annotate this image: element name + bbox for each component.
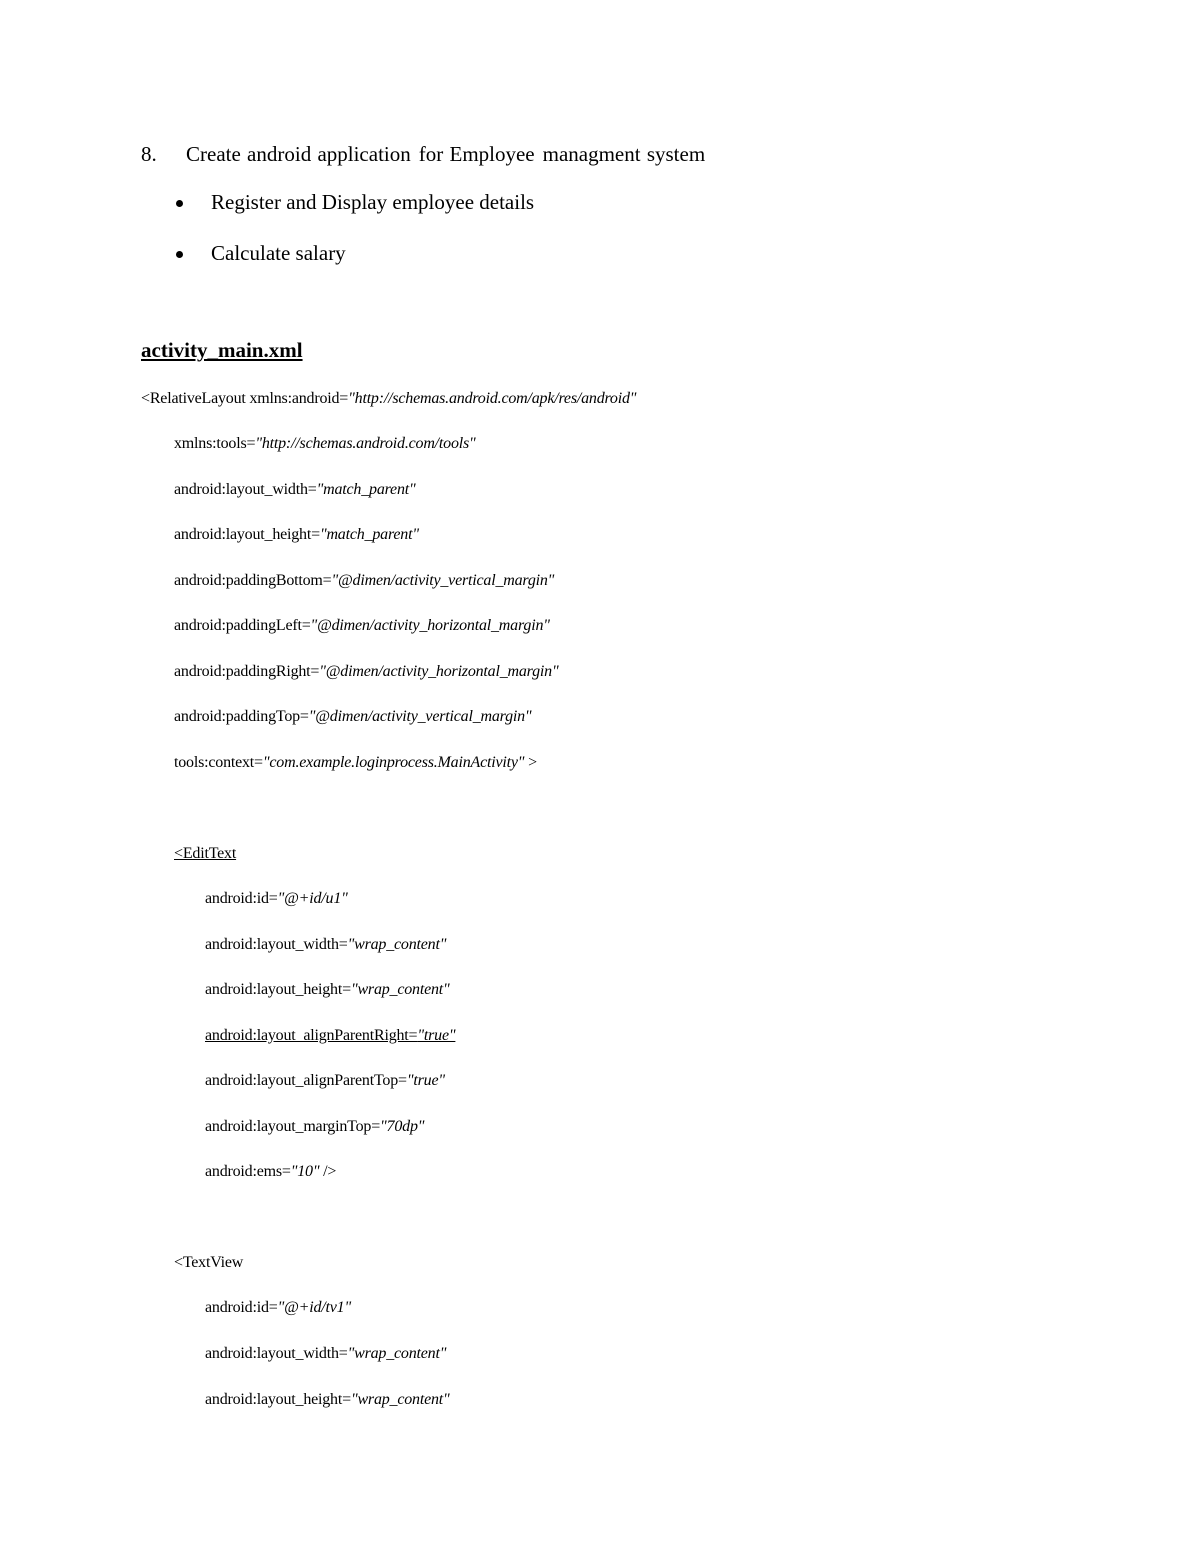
code-line: android:layout_width="match_parent" (174, 481, 416, 498)
code-line: android:layout_width="wrap_content" (205, 936, 447, 953)
code-line: android:paddingRight="@dimen/activity_horizontal_margin" (174, 663, 559, 680)
question-heading (186, 144, 705, 165)
code-line: android:layout_height="match_parent" (174, 526, 419, 543)
section-title: activity_main.xml (141, 338, 303, 362)
code-line: android:layout_alignParentTop="true" (205, 1072, 445, 1089)
code-line-underlined: android:layout_alignParentRight="true" (205, 1027, 456, 1044)
code-line: <RelativeLayout xmlns:android="http://schemas.android.com/apk/res/android" (141, 390, 637, 407)
bullet-item-register: Register and Display employee details (211, 190, 535, 214)
code-line: android:layout_height="wrap_content" (205, 981, 450, 998)
bullet-icon (176, 200, 183, 207)
code-line-textview-open: <TextView (174, 1254, 244, 1271)
code-line: android:layout_marginTop="70dp" (205, 1118, 425, 1135)
question-number: 8. (141, 142, 157, 166)
code-line: xmlns:tools="http://schemas.android.com/tools" (174, 435, 476, 452)
code-line: android:ems="10" /> (205, 1163, 337, 1180)
code-line: android:layout_height="wrap_content" (205, 1391, 450, 1408)
bullet-item-salary: Calculate salary (211, 241, 346, 265)
heading-part-1: Create android application (186, 142, 411, 166)
code-line-edittext-open: <EditText (174, 845, 237, 862)
code-line: android:paddingTop="@dimen/activity_vertical_margin" (174, 708, 532, 725)
code-line: android:paddingBottom="@dimen/activity_vertical_margin" (174, 572, 555, 589)
code-line: android:id="@+id/tv1" (205, 1299, 351, 1316)
code-line: android:layout_width="wrap_content" (205, 1345, 447, 1362)
bullet-icon (176, 251, 183, 258)
heading-part-2: for Employee (418, 142, 535, 166)
heading-part-3: managment system (542, 142, 706, 166)
code-line: android:id="@+id/u1" (205, 890, 348, 907)
code-line: tools:context="com.example.loginprocess.MainActivity" > (174, 754, 537, 771)
code-line: android:paddingLeft="@dimen/activity_horizontal_margin" (174, 617, 550, 634)
